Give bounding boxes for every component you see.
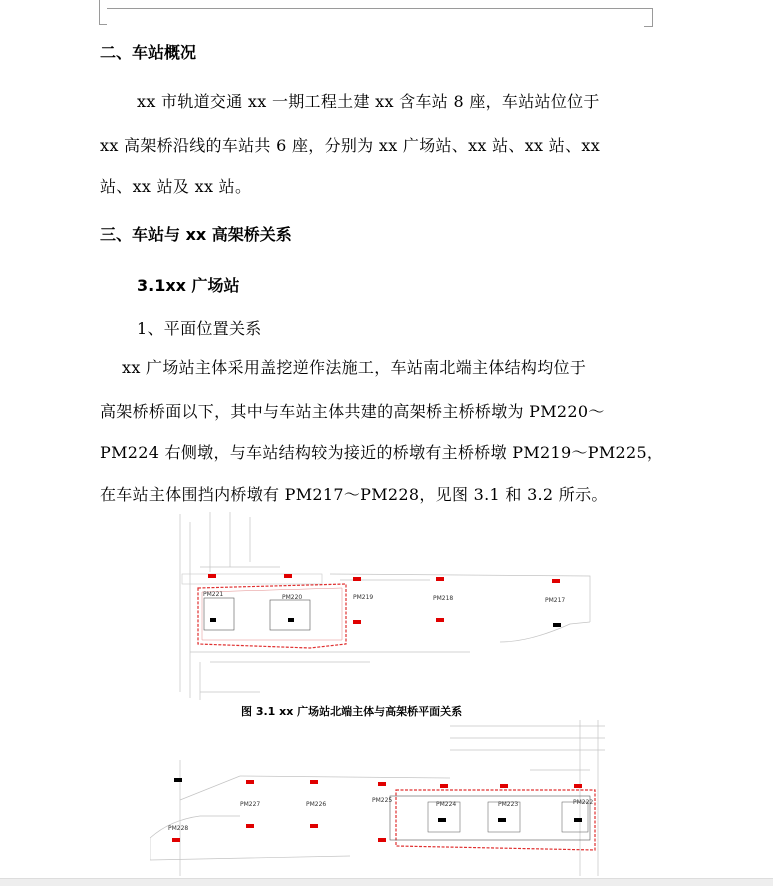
pier-label: PM226 (306, 801, 327, 808)
pier-label: PM223 (498, 801, 519, 808)
paragraph-line: 高架桥桥面以下，其中与车站主体共建的高架桥主桥桥墩为 PM220～ (100, 402, 605, 421)
subsection-heading: 3.1xx 广场站 (137, 276, 240, 295)
pier-label: PM218 (433, 595, 454, 602)
paragraph-line: xx 市轨道交通 xx 一期工程土建 xx 含车站 8 座，车站站位位于 (137, 92, 600, 111)
page-top-edge (107, 8, 652, 9)
list-item-heading: 1、平面位置关系 (137, 319, 262, 338)
pier-label: PM222 (573, 799, 594, 806)
pier-label: PM220 (282, 594, 303, 601)
paragraph-line: 站、xx 站及 xx 站。 (100, 177, 252, 196)
paragraph-line: xx 广场站主体采用盖挖逆作法施工，车站南北端主体结构均位于 (122, 358, 587, 377)
figure-3-1-plan-drawing (170, 512, 610, 700)
figure-caption: 图 3.1 xx 广场站北端主体与高架桥平面关系 (241, 705, 463, 718)
crop-mark (99, 0, 100, 24)
pier-label: PM228 (168, 825, 189, 832)
pier-label: PM225 (372, 797, 393, 804)
crop-mark (644, 26, 653, 27)
section-2-heading: 二、车站概况 (100, 43, 197, 62)
pier-label: PM217 (545, 597, 566, 604)
pier-label: PM227 (240, 801, 261, 808)
paragraph-line: 在车站主体围挡内桥墩有 PM217～PM228，见图 3.1 和 3.2 所示。 (100, 485, 608, 504)
pier-label: PM224 (436, 801, 457, 808)
paragraph-line: PM224 右侧墩，与车站结构较为接近的桥墩有主桥桥墩 PM219～PM225， (100, 443, 664, 462)
section-3-heading: 三、车站与 xx 高架桥关系 (100, 225, 292, 244)
paragraph-line: xx 高架桥沿线的车站共 6 座，分别为 xx 广场站、xx 站、xx 站、xx (100, 136, 601, 155)
pier-label: PM219 (353, 594, 374, 601)
pier-label: PM221 (203, 591, 224, 598)
figure-3-2-plan-drawing (150, 720, 610, 876)
crop-mark (652, 8, 653, 26)
crop-mark (99, 24, 107, 25)
